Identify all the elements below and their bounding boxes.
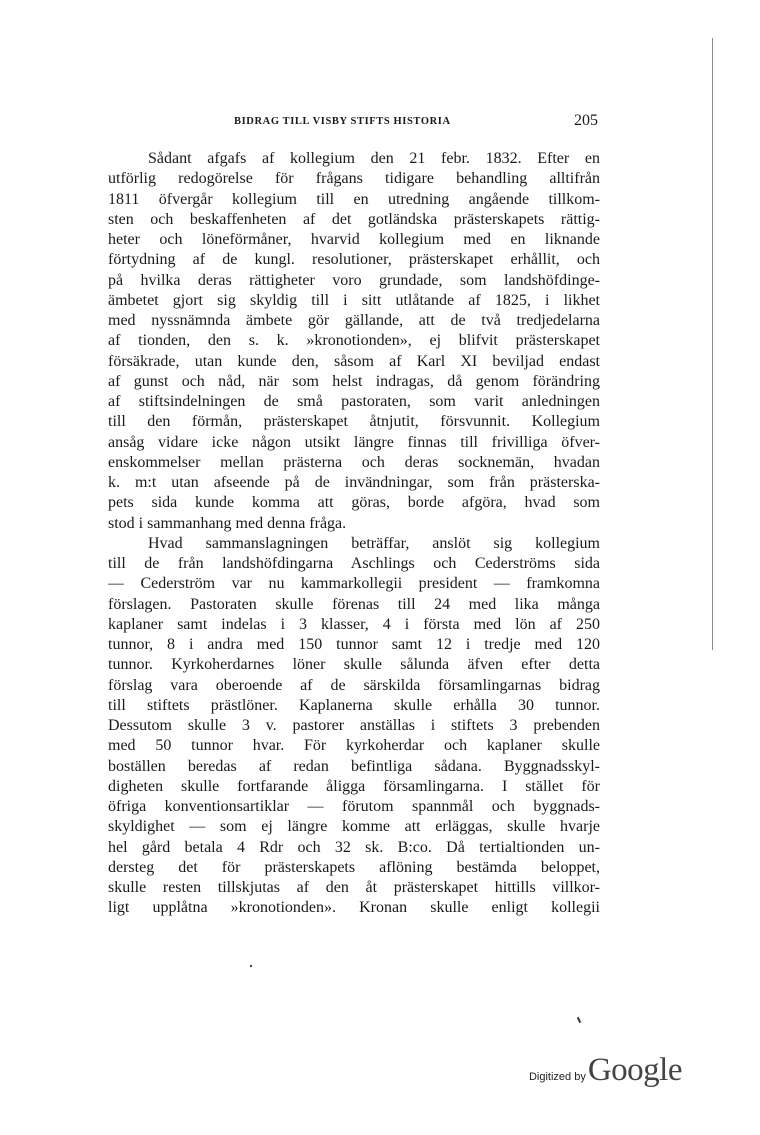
text-line: dersteg det för prästerskapets aflöning bestämda beloppet, [108,858,600,876]
text-line: till de från landshöfdingarna Aschlings och Cederströms sida [108,555,600,572]
text-line: skulle resten tillskjutas af den åt prästerskapet hittills villkor- [108,879,600,896]
text-line: ligt upplåtna »kronotionden». Kronan skulle enligt kollegii [108,899,600,917]
text-line: af gunst och nåd, när som helst indragas, då genom förändring [108,372,600,390]
text-line: tunnor, 8 i andra med 150 tunnor samt 12 i tredje med 120 [108,636,600,653]
text-line: med nyssnämnda ämbete gör gällande, att de två tredjedelarna [108,312,600,329]
digitized-by-google-watermark [529,1052,682,1089]
text-line: heter och löneförmåner, hvarvid kollegium med en liknande [108,231,600,248]
text-line: hel gård betala 4 Rdr och 32 sk. B:co. Då tertialtionden un- [108,838,600,856]
text-line: förtydning af de kungl. resolutioner, prästerskapet erhållit, och [108,251,600,269]
text-line: stod i sammanhang med denna fråga. [108,514,347,532]
text-line: digheten skulle fortfarande åligga församlingarna. I stället för [108,777,600,795]
text-line: öfriga konventionsartiklar — förutom spannmål och byggnads- [108,798,600,815]
page-number: 205 [574,112,598,129]
text-line: sten och beskaffenheten af det gotländska prästerskapets rättig- [108,210,600,228]
text-line: Sådant afgafs af kollegium den 21 febr. 1832. Efter en [148,150,600,167]
text-line: af tionden, den s. k. »kronotionden», ej blifvit prästerskapet [108,332,600,350]
text-line: med 50 tunnor hvar. För kyrkoherdar och kaplaner skulle [108,737,600,755]
digitized-by-label: Digitized by [528,1071,586,1083]
running-head-title: BIDRAG TILL VISBY STIFTS HISTORIA [234,116,451,127]
text-line: af stiftsindelningen de små pastoraten, som varit anledningen [108,393,600,410]
text-line: k. m:t utan afseende på de invändningar, som från prästerska- [108,474,600,491]
text-line: pets sida kunde komma att göras, borde afgöra, hvad som [108,494,600,512]
text-line: tunnor. Kyrkoherdarnes löner skulle sålunda äfven efter detta [108,656,600,674]
text-line: förslagen. Pastoraten skulle förenas till 24 med lika många [108,595,600,613]
text-line: till stiftets prästlöner. Kaplanerna skulle erhålla 30 tunnor. [108,696,600,714]
text-line: Hvad sammanslagningen beträffar, anslöt sig kollegium [148,534,600,552]
text-line: enskommelser mellan prästerna och deras socknemän, hvadan [108,453,600,471]
page-edge-line [712,38,713,650]
text-line: på hvilka deras rättigheter voro grundade, som landshöfdinge- [108,271,600,289]
text-line: förslag vara oberoende af de särskilda församlingarnas bidrag [108,676,600,694]
text-line: 1811 öfvergår kollegium till en utredning angående tillkom- [108,190,600,208]
text-line: — Cederström var nu kammarkollegii president — framkomna [108,575,600,593]
text-line: försäkrade, utan kunde den, såsom af Karl XI beviljad endast [108,352,600,370]
text-line: Dessutom skulle 3 v. pastorer anställas i stiftets 3 prebenden [108,717,600,734]
running-head [108,112,600,134]
text-line: skyldighet — som ej längre komme att erläggas, skulle hvarje [108,818,600,836]
scan-speck [250,965,253,968]
text-line: boställen beredas af redan befintliga sådana. Byggnadsskyl- [108,757,600,775]
text-line: till den förmån, prästerskapet åtnjutit, försvunnit. Kollegium [108,413,600,431]
google-logo: Google [587,1052,682,1088]
text-line: ansåg vidare icke någon utsikt längre finnas till frivilliga öfver- [108,433,600,451]
text-line: utförlig redogörelse för frågans tidigare behandling alltifrån [108,170,600,188]
text-line: ämbetet gjort sig skyldig till i sitt utlåtande af 1825, i likhet [108,291,600,309]
body-text [108,149,600,919]
scan-speck [577,1017,581,1023]
text-line: kaplaner samt indelas i 3 klasser, 4 i första med lön af 250 [108,615,600,633]
